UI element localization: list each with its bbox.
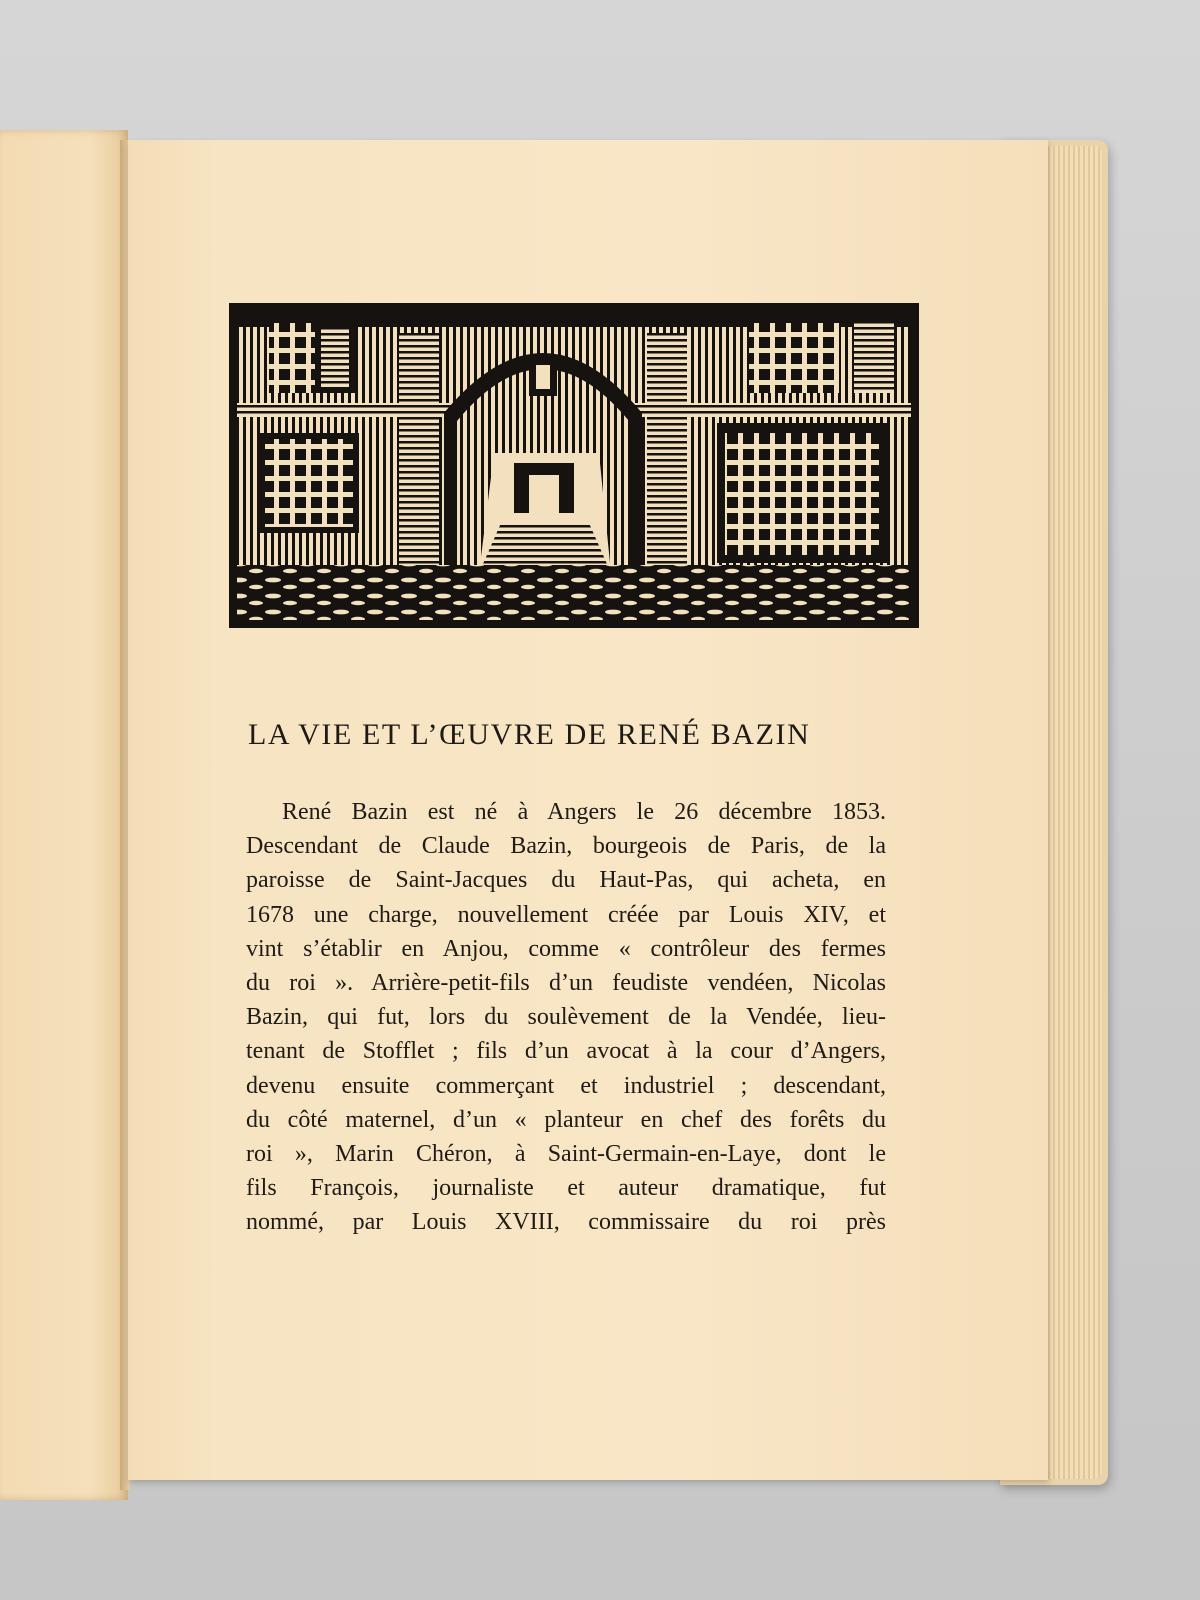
text-line: paroisse de Saint-Jacques du Haut-Pas, qui acheta, en bbox=[246, 867, 886, 894]
text-line: du côté maternel, d’un « planteur en chef des forêts du bbox=[246, 1106, 886, 1133]
text-line: René Bazin est né à Angers le 26 décembre 1853. bbox=[282, 799, 886, 825]
text-line: du roi ». Arrière-petit-fils d’un feudiste vendéen, Nicolas bbox=[246, 969, 886, 996]
text-line: nommé, par Louis XVIII, commissaire du roi près bbox=[246, 1209, 886, 1236]
left-page bbox=[0, 130, 128, 1500]
text-line: vint s’établir en Anjou, comme « contrôleur des fermes bbox=[246, 935, 886, 962]
text-line: 1678 une charge, nouvellement créée par Louis XIV, et bbox=[246, 901, 886, 928]
text-line: tenant de Stofflet ; fils d’un avocat à la cour d’Angers, bbox=[246, 1038, 886, 1065]
text-line: fils François, journaliste et auteur dramatique, fut bbox=[246, 1175, 886, 1202]
text-line: Bazin, qui fut, lors du soulèvement de la Vendée, lieu- bbox=[246, 1004, 886, 1031]
chapter-heading: LA VIE ET L’ŒUVRE DE RENÉ BAZIN bbox=[248, 718, 811, 751]
text-line: Descendant de Claude Bazin, bourgeois de Paris, de la bbox=[246, 833, 886, 860]
text-line: roi », Marin Chéron, à Saint-Germain-en-Laye, dont le bbox=[246, 1140, 886, 1167]
text-line: devenu ensuite commerçant et industriel ; descendant, bbox=[246, 1072, 886, 1099]
woodcut-archway-icon bbox=[229, 303, 919, 628]
body-text bbox=[246, 795, 886, 1239]
